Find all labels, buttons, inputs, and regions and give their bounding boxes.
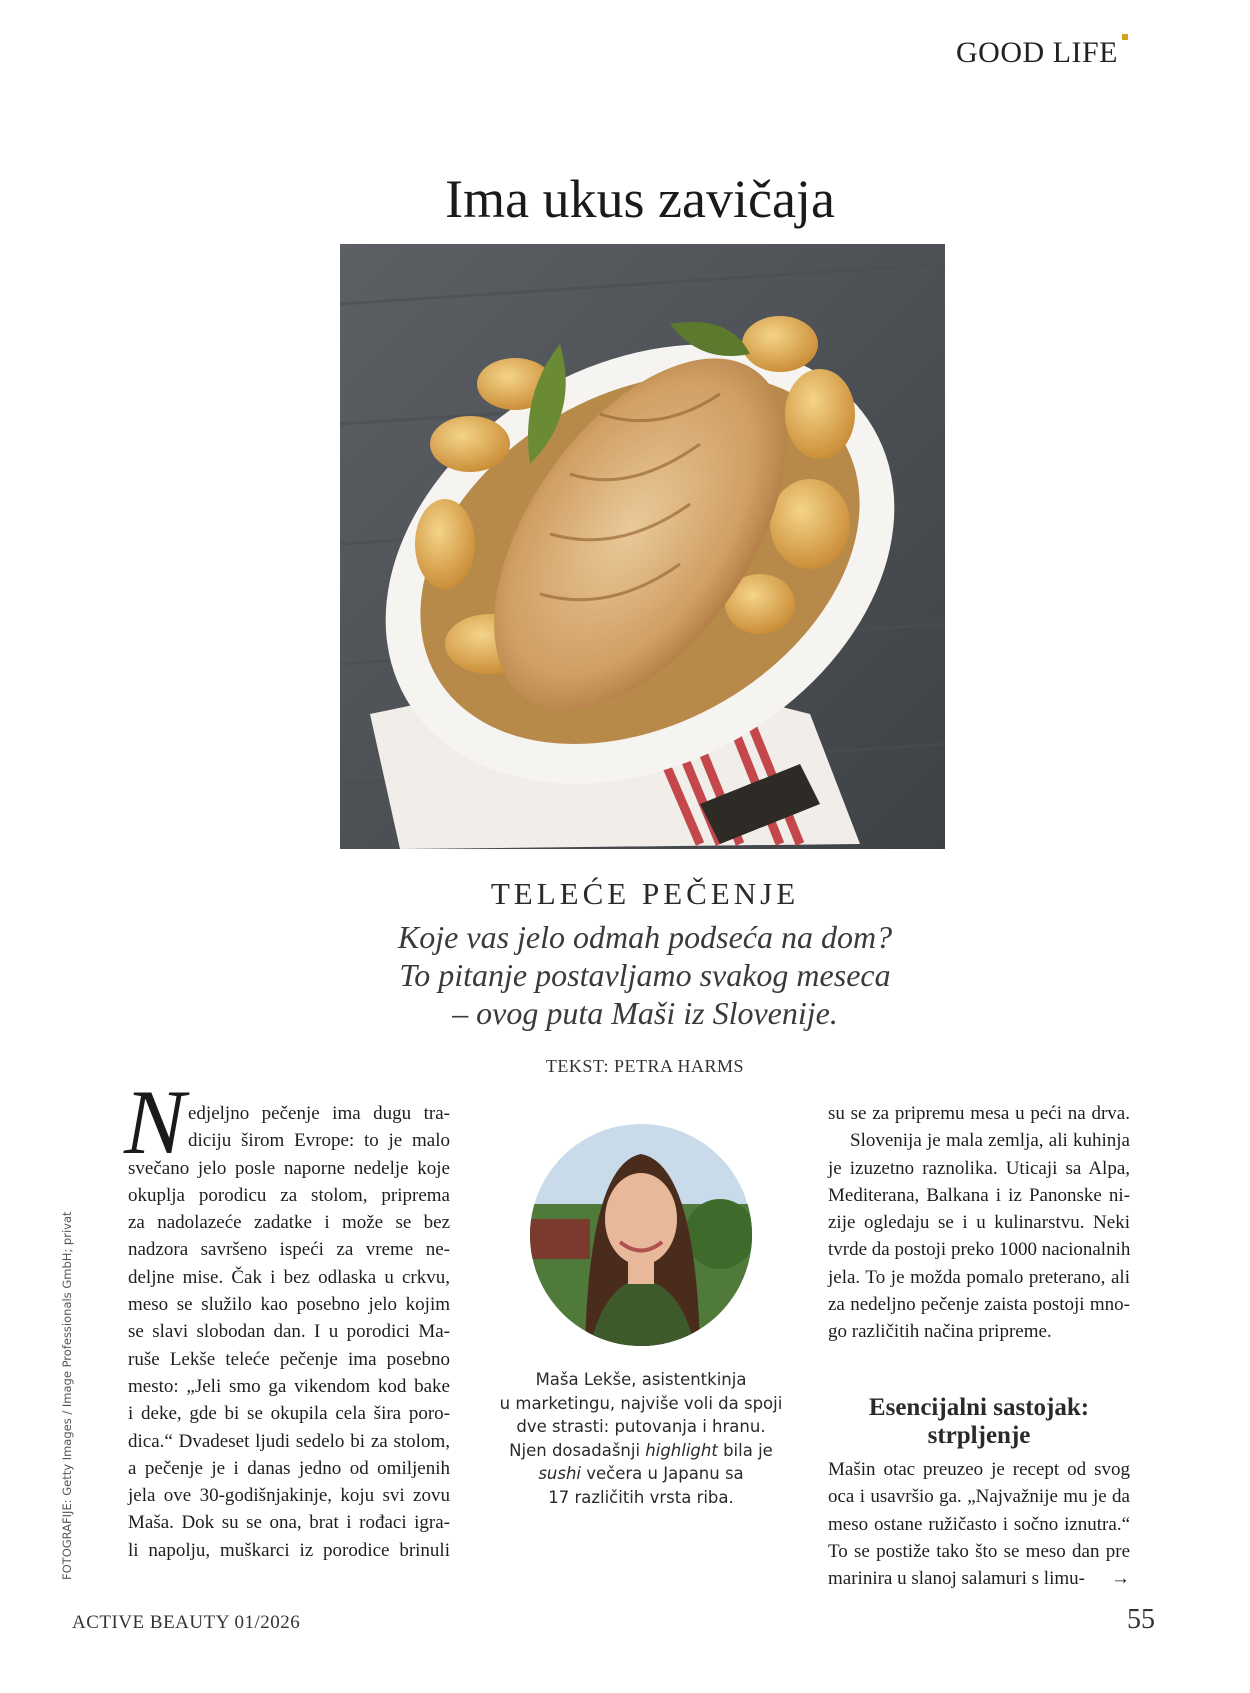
caption-line: u marketingu, najviše voli da spoji [499, 1393, 783, 1413]
drop-cap: N [124, 1071, 186, 1173]
caption-text: večera u Japanu sa [581, 1464, 744, 1483]
body-line: edjeljno pečenje ima dugu tra- [188, 1103, 450, 1124]
lead-line: To pitanje postavljamo svakog meseca [399, 957, 891, 993]
body-line: Mediterana, Balkana i iz Panonske ni- [828, 1184, 1130, 1206]
body-line: ruše Lekše teleće pečenje ima posebno [128, 1348, 450, 1370]
body-line: meso ostane ružičasto i sočno iznutra.“ [828, 1513, 1130, 1535]
subheading-line: strpljenje [927, 1422, 1031, 1449]
body-line: svečano jelo posle naporne nedelje koje [128, 1157, 450, 1179]
body-line: oca i usavršio ga. „Najvažnije mu je da [828, 1486, 1130, 1508]
portrait-illustration [530, 1124, 752, 1346]
caption-emphasis: highlight [645, 1440, 718, 1460]
body-line: Maša. Dok su se ona, brat i rođaci igra- [128, 1512, 450, 1534]
body-line: Mašin otac preuzeo je recept od svog [828, 1459, 1130, 1480]
caption-line: Maša Lekše, asistentkinja [535, 1370, 747, 1389]
caption-text: bila je [717, 1440, 773, 1460]
body-line: li napolju, muškarci iz porodice brinuli [128, 1539, 450, 1561]
body-line: deljne mise. Čak i bez odlaska u crkvu, [128, 1266, 450, 1288]
caption-line: dve strasti: putovanja i hranu. [516, 1417, 766, 1436]
byline: TEKST: PETRA HARMS [545, 1056, 745, 1076]
dish-name: TELEĆE PEČENJE [490, 876, 800, 911]
body-line: okuplja porodicu za stolom, priprema [128, 1184, 450, 1206]
magazine-issue: ACTIVE BEAUTY 01/2026 [72, 1612, 301, 1633]
body-column-right-bottom [828, 1456, 1130, 1592]
body-line: To se postiže tako što se meso dan pre [828, 1540, 1130, 1562]
body-line: jela. To je možda pomalo preterano, ali [828, 1266, 1130, 1288]
body-line: mesto: „Jeli smo ga vikendom kod bake [128, 1375, 450, 1397]
body-line: je izuzetno raznolika. Uticaji sa Alpa, [828, 1157, 1130, 1179]
body-line: Slovenija je mala zemlja, ali kuhinja [850, 1130, 1130, 1152]
portrait-photo [530, 1124, 752, 1346]
body-line: za nedeljno pečenje zaista postoji mno- [828, 1294, 1130, 1316]
body-line: diciju širom Evrope: to je malo [188, 1130, 450, 1152]
body-line: se slavi slobodan dan. I u porodici Ma- [128, 1321, 450, 1343]
caption-line [480, 1462, 802, 1486]
body-column-left [128, 1155, 450, 1564]
body-line: zije ogledaju se i u kulinarstvu. Neki [828, 1212, 1130, 1234]
body-line: tvrde da postoji preko 1000 nacionalnih [828, 1239, 1131, 1261]
body-line-with-arrow [828, 1565, 1130, 1592]
lead-paragraph [0, 918, 1250, 1032]
body-column-left-top [188, 1100, 450, 1155]
body-line: za nadolazeće zadatke i može se bez [128, 1212, 450, 1234]
continue-arrow-icon: → [1111, 1568, 1130, 1590]
portrait-caption [480, 1368, 802, 1509]
section-subheading [828, 1394, 1130, 1450]
roast-illustration [340, 244, 945, 849]
body-line: meso se služilo kao posebno jelo kojim [128, 1294, 450, 1316]
body-line: jela ove 30-godišnjakinje, koju svi zovu [128, 1485, 450, 1507]
body-line: nadzora savršeno ispeći za vreme ne- [128, 1239, 450, 1261]
caption-text: Njen dosadašnji [509, 1440, 646, 1460]
section-label: GOOD LIFE [956, 36, 1118, 69]
caption-emphasis: sushi [538, 1464, 582, 1483]
caption-line: 17 različitih vrsta riba. [548, 1487, 734, 1507]
lead-line: – ovog puta Maši iz Slovenije. [452, 995, 838, 1031]
body-line: i deke, gde bi se okupila cela šira poro- [128, 1403, 450, 1425]
body-line: su se za pripremu mesa u peći na drva. [828, 1103, 1130, 1124]
corner-mark [1122, 34, 1128, 40]
body-line: go različitih načina pripreme. [828, 1321, 1052, 1343]
subheading-line: Esencijalni sastojak: [868, 1394, 1090, 1421]
caption-line [480, 1439, 802, 1463]
page-number: 55 [1127, 1604, 1155, 1635]
lead-line: Koje vas jelo odmah podseća na dom? [397, 919, 893, 955]
photo-credit: FOTOGRAFIJE: Getty Images / Image Professionals GmbH; privat [60, 1211, 74, 1580]
body-line: marinira u slanoj salamuri s limu- [828, 1568, 1085, 1590]
body-line: a pečenje je i danas jedno od omiljenih [128, 1457, 450, 1479]
roast-photo [340, 244, 945, 849]
body-line: dica.“ Dvadeset ljudi sedelo bi za stolom, [128, 1430, 450, 1452]
body-column-right [828, 1100, 1130, 1346]
article-title: Ima ukus zavičaja [445, 169, 835, 229]
